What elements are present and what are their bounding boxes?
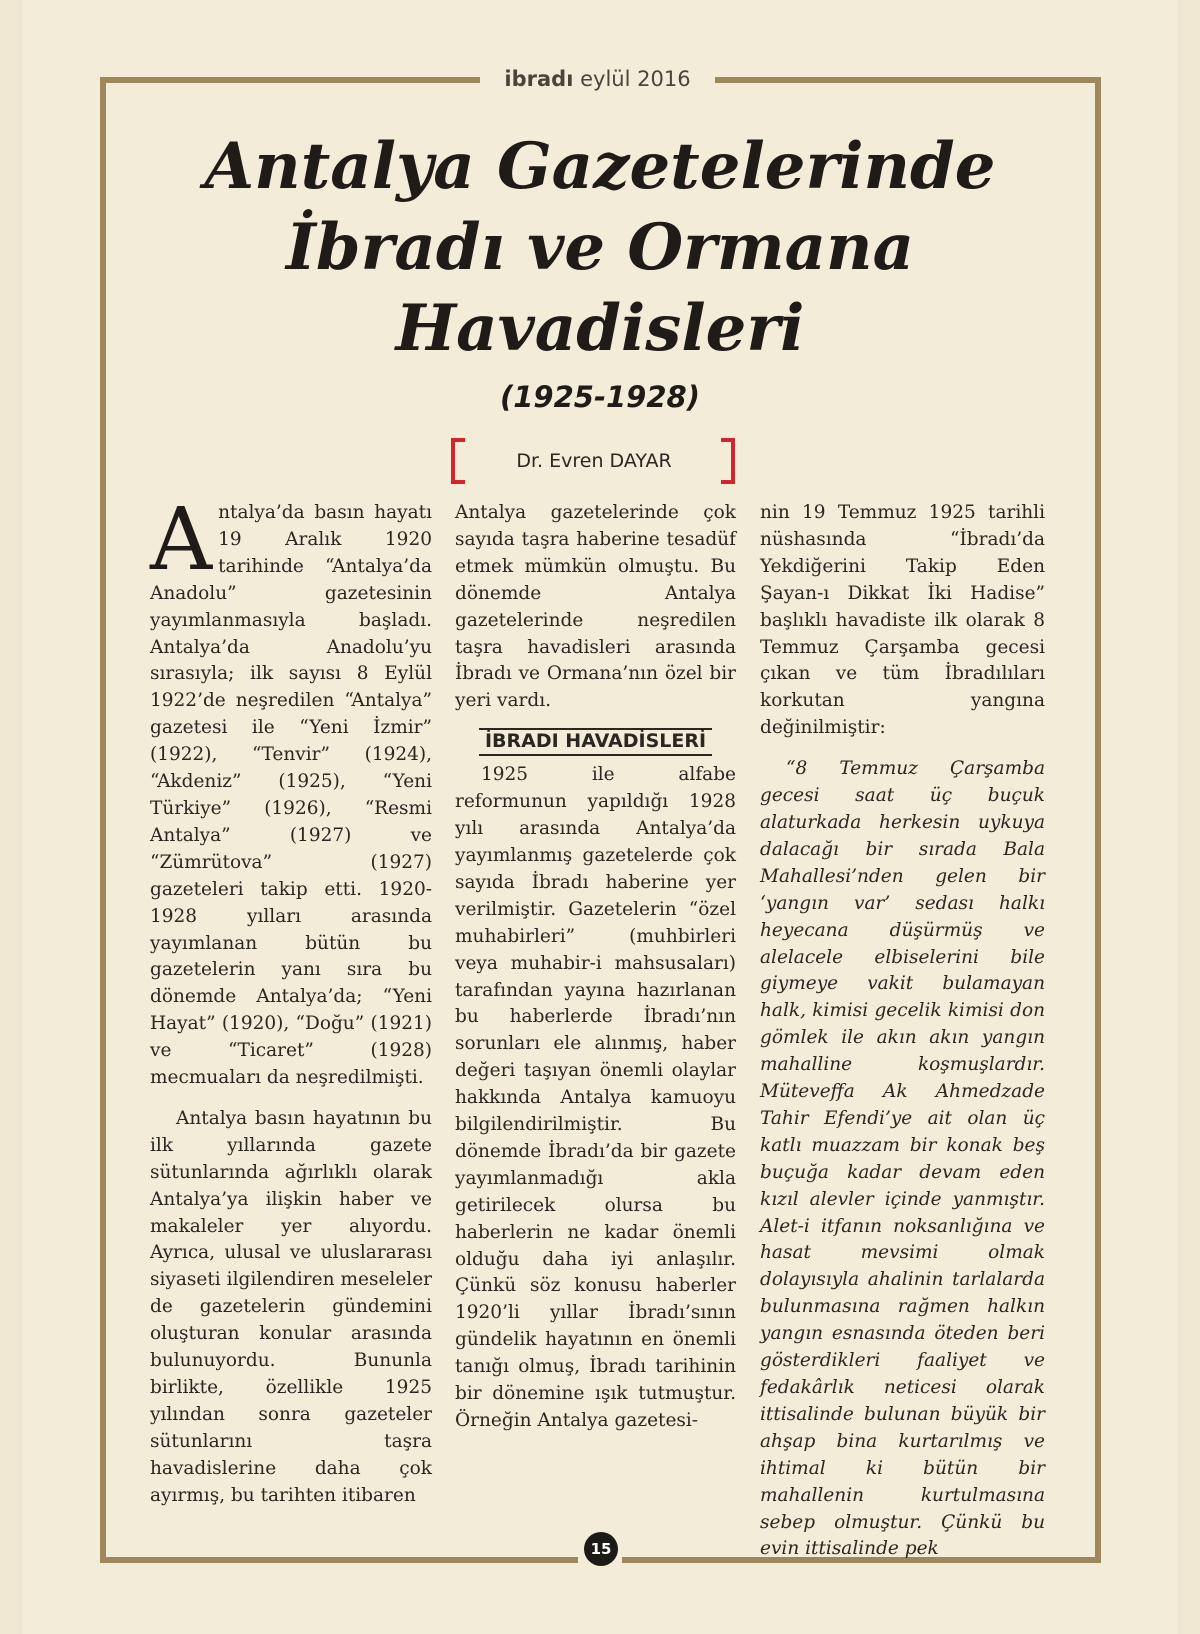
drop-cap: A bbox=[150, 490, 213, 590]
author-bracket-left bbox=[451, 438, 465, 484]
paragraph bbox=[150, 490, 432, 1092]
quotation: “8 Temmuz Çarşamba gecesi saat üç buçuk alaturkada herkesin uykuya dalacağı bir sırada Bala Mahallesi’nden gelen bir ‘yangın var’ sedası halkı heyecana düşürmüş ve alelacele elbiselerini bile giymeye vakit bulamayan halk, kimisi gecelik kimisi don gömlek ile akın akın yangın mahalline koşmuşlardır. Müteveffa Ak Ahmedzade Tahir Efendi’ye ait olan üç katlı muazzam bir konak beş buçuğa kadar devam eden kızıl alevler içinde yanmıştır. Alet-i itfanın noksanlığına ve hasat mevsimi olmak dolayısıyla ahalinin tarlalarda bulunmasına rağmen halkın yangın esnasında öteden beri gösterdikleri faaliyet ve fedakârlık neticesi olarak ittisalinde bulunan büyük bir ahşap bina kurtarılmış ve ihtimal ki bütün bir mahallenin kurtulmasına sebep olmuştur. Çünkü bu evin ittisalinde pek bbox=[760, 758, 1045, 1560]
section-heading bbox=[455, 727, 736, 756]
text-column-1 bbox=[150, 490, 432, 1510]
author-bracket-right bbox=[721, 438, 735, 484]
paragraph: Antalya basın hayatının bu ilk yıllarında gazete sütunlarında ağırlıklı olarak Antalya’ya ilişkin haber ve makaleler yer alıyordu. Ayrıca, ulusal ve uluslararası siyaseti ilgilendiren meseleler de gazetelerin gündemini oluşturan konular arasında bulunuyordu. Bununla birlikte, özellikle 1925 yılından sonra gazeteler sütunlarını taşra havadislerine daha çok ayırmış, bu tarihten itibaren bbox=[150, 1107, 432, 1506]
issue-date: eylül 2016 bbox=[580, 67, 691, 91]
frame-left bbox=[100, 77, 106, 1563]
frame-right bbox=[1095, 77, 1101, 1563]
magazine-name: ibradı bbox=[504, 67, 574, 91]
text-column-2 bbox=[455, 500, 736, 1435]
author-name: Dr. Evren DAYAR bbox=[516, 450, 672, 472]
article-title bbox=[110, 126, 1090, 369]
article-subtitle: (1925-1928) bbox=[500, 380, 700, 414]
title-line-1: Antalya Gazetelerinde bbox=[204, 129, 996, 204]
text-column-3 bbox=[760, 500, 1045, 1563]
masthead bbox=[480, 64, 715, 94]
paragraph: nin 19 Temmuz 1925 tarihli nüshasında “İbradı’da Yekdiğerini Takip Eden Şayan-ı Dikkat İki Hadise” başlıklı havadiste ilk olarak 8 Temmuz Çarşamba gecesi çıkan ve tüm İbradılıları korkutan yangına değinilmiştir: bbox=[760, 502, 1045, 739]
frame-top-left bbox=[100, 77, 480, 83]
frame-top-right bbox=[715, 77, 1101, 83]
section-heading-text: İBRADI HAVADİSLERİ bbox=[479, 728, 712, 756]
title-line-2: İbradı ve Ormana bbox=[285, 210, 915, 285]
page-number: 15 bbox=[584, 1532, 618, 1566]
frame-bottom-left bbox=[100, 1557, 578, 1563]
paragraph: 1925 ile alfabe reformunun yapıldığı 1928 yılı arasında Antalya’da yayımlanmış gazetelerde çok sayıda İbradı haberine yer verilmiştir. Gazetelerin “özel muhabirleri” (muhbirleri veya muhabir-i mahsusaları) tarafından yayına hazırlanan bu haberlerde İbradı’nın sorunları ele alınmış, haber değeri taşıyan önemli olaylar hakkında Antalya kamuoyu bilgilendirilmiştir. Bu dönemde İbradı’da bir gazete yayımlanmadığı akla getirilecek olursa bu haberlerin ne kadar önemli olduğu daha iyi anlaşılır. Çünkü söz konusu haberler 1920’li yıllar İbradı’sının gündelik hayatının en önemli tanığı olmuş, İbradı tarihinin bir dönemine ışık tutmuştur. Örneğin Antalya gazetesi- bbox=[455, 764, 736, 1431]
title-line-3: Havadisleri bbox=[395, 291, 805, 366]
paragraph-text: ntalya’da basın hayatı 19 Aralık 1920 tarihinde “Antalya’da Anadolu” gazetesinin yayımlanmasıyla başladı. Antalya’da Anadolu’yu sırasıyla; ilk sayısı 8 Eylül 1922’de neşredilen “Antalya” gazetesi ile “Yeni İzmir” (1922), “Tenvir” (1924), “Akdeniz” (1925), “Yeni Türkiye” (1926), “Resmi Antalya” (1927) ve “Zümrütova” (1927) gazeteleri takip etti. 1920-1928 yılları arasında yayımlanan bütün bu gazetelerin yanı sıra bu dönemde Antalya’da; “Yeni Hayat” (1920), “Doğu” (1921) ve “Ticaret” (1928) mecmuaları da neşredilmişti. bbox=[150, 502, 432, 1089]
paragraph: Antalya gazetelerinde çok sayıda taşra haberine tesadüf etmek mümkün olmuştu. Bu dönemde Antalya gazetelerinde neşredilen taşra havadisleri arasında İbradı ve Ormana’nın özel bir yeri vardı. bbox=[455, 502, 736, 712]
